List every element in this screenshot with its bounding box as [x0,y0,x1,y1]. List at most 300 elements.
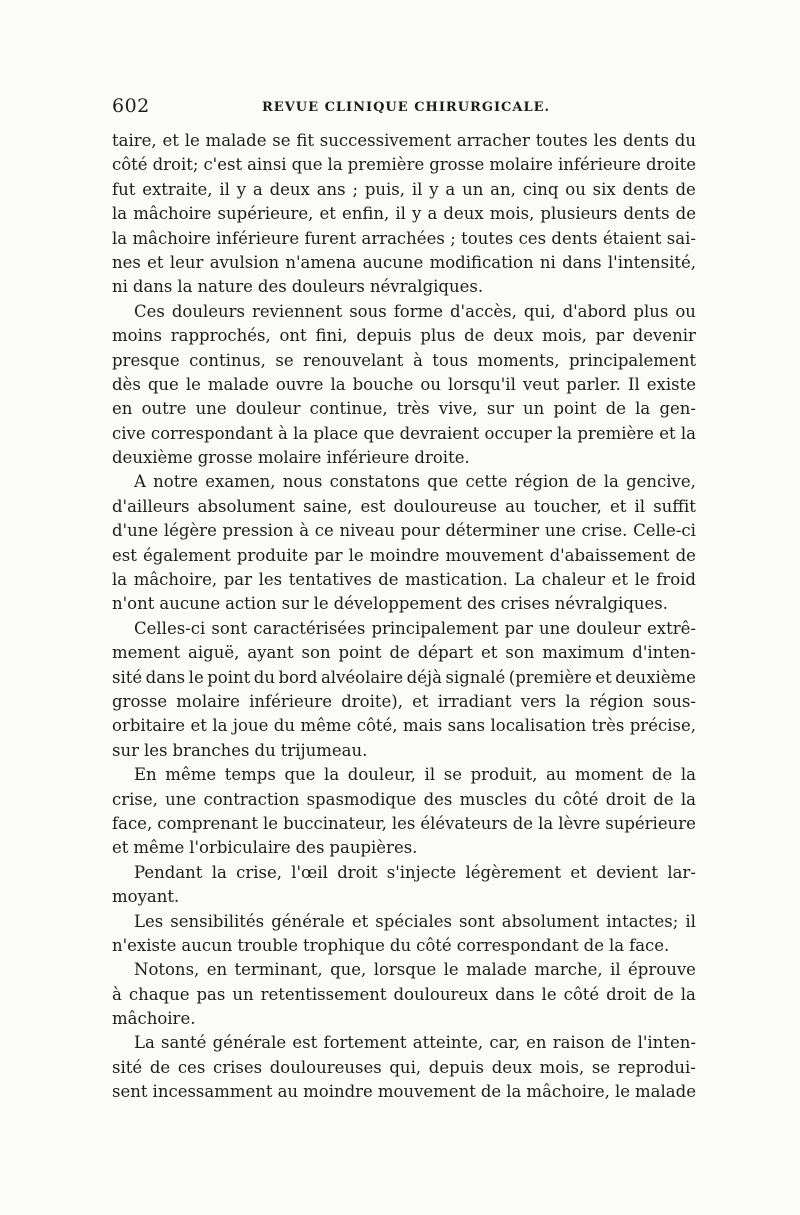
word: point [338,643,382,663]
paragraph [112,129,696,300]
word: au [545,765,567,785]
word: la [680,984,696,1004]
word: un [462,179,484,199]
word: trouble [237,935,299,955]
word: que [291,155,323,175]
text-line [112,324,696,348]
word: départ [417,643,474,663]
word: il [685,911,696,931]
word: sité [112,1057,143,1077]
word: à [112,984,122,1004]
word: inférieure [216,228,300,248]
word: Les [134,911,164,931]
word: et [595,667,612,687]
word: gen- [659,399,696,419]
text-line [112,227,696,251]
word: point [207,667,251,687]
word: région [514,472,569,492]
word: sur [486,399,514,419]
word: qui, [523,301,556,321]
word: les [258,570,283,590]
text-line [112,983,696,1007]
word: est [292,1033,318,1053]
word: pas [196,984,226,1004]
word: par [223,570,253,590]
word: ainsi [247,155,287,175]
word: la [293,423,309,443]
word: Celle-ci [633,521,696,541]
word: au [277,1082,299,1102]
word: continue, [309,399,388,419]
word: douloureuse [393,496,497,516]
word: douloureux [393,984,489,1004]
word: lèvre [558,813,601,833]
word: d'ailleurs [112,496,190,516]
word: droite), [341,691,403,711]
word: inférieure [326,448,410,468]
word: il [395,204,406,224]
word: le [184,131,200,150]
word: douleur [235,399,301,419]
word: fortement [323,1033,407,1053]
text-line [112,812,696,836]
word: point [553,399,597,419]
word: gencive, [626,472,696,492]
word: puis, [364,179,406,199]
text-line [112,544,696,568]
word: chaleur [541,570,606,590]
word: grosse [112,691,168,711]
word: La [134,1033,155,1053]
word: se [272,131,291,150]
word: et [412,691,429,711]
text-line [112,251,696,275]
word: est [112,545,137,565]
word: mastication. [405,570,508,590]
word: irradiant [437,691,512,711]
word: molaire [489,155,553,175]
word: vive, [438,399,478,419]
word: la [538,813,554,833]
word: le [634,570,650,590]
paragraph [112,617,696,763]
word: a [252,179,263,199]
word: l'intensité, [607,252,696,272]
word: névralgiques. [554,594,668,614]
text-line [112,1056,696,1080]
word: pression [222,521,294,541]
word: six [592,179,616,199]
word: moindre [369,545,440,565]
word: ; [450,228,456,248]
word: développement [333,594,462,614]
text-line [112,422,696,446]
word: dans [132,277,173,297]
word: correspondant [456,935,579,955]
word: branches [172,740,250,760]
word: moindre [303,1082,373,1102]
text-line [112,202,696,226]
word: plus [420,326,456,346]
word: (première [508,667,592,687]
word: côté [416,935,452,955]
word: reviennent [251,301,343,321]
word: inférieure [557,155,641,175]
word: mâchoire, [133,570,218,590]
word: droit [605,789,647,809]
word: la [557,423,573,443]
word: étaient [602,228,662,248]
word: côté [562,789,599,809]
paragraph [112,958,696,1031]
word: aucun [181,935,233,955]
word: mois, [542,326,587,346]
word: du [389,935,412,955]
word: la [506,1082,522,1102]
word: deuxième [615,667,696,687]
word: constatons [329,472,421,492]
word: car, [489,1033,520,1053]
word: droite [645,155,696,175]
word: mâchoire [133,204,212,224]
word: forme [393,301,444,321]
word: ans [316,179,346,199]
word: légèrement [465,862,562,882]
word: les [143,740,168,760]
word: incessamment [152,1082,273,1102]
word: deux [443,204,484,224]
word: et [147,252,164,272]
word: principalement [568,350,696,370]
word: douloureuses [269,1057,382,1077]
word: absolument [197,496,296,516]
word: qui, [389,1057,422,1077]
word: n'amena [285,252,357,272]
word: paupières. [329,838,418,858]
word: de [675,179,696,199]
word: veut [522,374,560,394]
word: la [330,374,346,394]
text-line [112,714,696,738]
word: d'abord [562,301,627,321]
word: toutes [535,131,588,150]
word: la [112,204,128,224]
word: et [659,423,676,443]
word: muscles [459,789,528,809]
word: la [680,789,696,809]
word: et [609,496,627,516]
word: son [505,643,535,663]
word: le [541,984,557,1004]
word: lorsque [373,960,437,980]
word: précise, [629,716,696,736]
text-line [112,300,696,324]
word: sensibilités [170,911,265,931]
word: cive [112,423,146,443]
word: crise. [581,521,628,541]
text-line [112,1080,696,1104]
word: dents [551,228,598,248]
word: douleurs [171,301,245,321]
word: crise, [112,789,158,809]
word: déjà [406,667,442,687]
word: an, [490,179,516,199]
word: depuis [356,326,412,346]
word: localisation [490,716,587,736]
text-line [112,885,696,909]
word: élévateurs [420,813,508,833]
word: l'inten- [637,1033,696,1053]
word: côté [112,155,148,175]
word: aucune [362,252,424,272]
word: mouvement [377,1082,476,1102]
word: moment [575,765,644,785]
word: se [591,1057,611,1077]
word: grosse [429,155,485,175]
word: et [190,716,207,736]
word: dents [622,179,669,199]
word: un [232,984,254,1004]
word: bouche [352,374,414,394]
word: suffit [653,496,696,516]
word: du [254,740,276,760]
word: cette [465,472,508,492]
word: supérieure [605,813,696,833]
word: droit [606,984,647,1004]
body-text [112,129,696,1105]
word: la [177,277,193,297]
word: mement [112,643,181,663]
word: mois, [539,1057,585,1077]
word: sité [112,667,143,687]
word: renouvelant [303,350,404,370]
text-line [112,934,696,958]
word: chaque [128,984,190,1004]
word: alvéolaire [320,667,404,687]
word: A [134,472,146,492]
word: place [313,423,359,443]
word: générale [271,911,345,931]
word: trijumeau. [280,740,368,760]
word: ni [112,277,128,297]
page-number: 602 [112,95,150,117]
word: de [378,570,399,590]
word: sur [281,594,309,614]
text-line [112,641,696,665]
word: occuper [484,423,552,443]
word: et [570,862,587,882]
word: à [412,350,423,370]
word: y [236,179,247,199]
word: face. [629,935,670,955]
word: nature [197,277,253,297]
word: sent [112,1082,148,1102]
word: leur [169,252,204,272]
paragraph [112,910,696,959]
word: de [675,204,696,224]
word: douleur, [347,765,416,785]
word: le [614,1082,630,1102]
paragraph [112,300,696,471]
word: la [211,862,227,882]
word: ayant [247,643,294,663]
word: générale [212,1033,287,1053]
word: il [610,960,621,980]
word: c'est [203,155,243,175]
word: trophique [303,935,385,955]
word: toutes [461,228,514,248]
word: que, [330,960,367,980]
word: aucune [159,594,221,614]
word: raison [552,1033,605,1053]
word: l'œil [291,862,328,882]
word: mâchoire [132,228,211,248]
word: il [219,179,230,199]
word: atteinte, [412,1033,484,1053]
word: nous [282,472,323,492]
word: sai- [666,228,696,248]
word: ces [518,228,547,248]
word: malade [466,960,528,980]
word: d'inten- [632,643,696,663]
word: pour [400,521,440,541]
word: le [348,545,364,565]
word: même [133,838,185,858]
text-line [112,446,696,470]
word: en [526,1033,547,1053]
word: droit; [152,155,199,175]
word: rapprochés, [170,326,271,346]
word: notre [153,472,199,492]
word: spasmodique [306,789,417,809]
word: action [225,594,277,614]
text-line [112,592,696,616]
word: fut [112,179,136,199]
word: deux [493,326,534,346]
word: à [278,423,288,443]
word: la [680,765,696,785]
text-line [112,617,696,641]
word: la [212,716,228,736]
word: devraient [399,423,480,443]
word: dents [623,204,670,224]
word: se [443,765,462,785]
word: également [142,545,231,565]
word: et [611,570,629,590]
book-page [112,95,696,1105]
word: Il [627,374,640,394]
word: malade [205,131,267,150]
word: ; [352,179,359,199]
word: des [423,789,453,809]
paragraph [112,763,696,861]
word: la [608,935,625,955]
word: intactes; [606,911,679,931]
word: et [481,643,498,663]
word: moins [112,326,162,346]
word: il [411,179,423,199]
word: correspondant [150,423,273,443]
word: une [195,399,227,419]
word: extrê- [647,618,696,638]
word: la [680,423,696,443]
word: la [565,691,581,711]
word: et [351,911,369,931]
text-line [112,1007,696,1031]
word: un [523,399,545,419]
word: vers [520,691,557,711]
word: les [391,813,416,833]
word: grosse [197,448,253,468]
word: sur [112,740,139,760]
word: n'existe [112,935,177,955]
word: produite [236,545,309,565]
word: sont [459,911,495,931]
text-line [112,1031,696,1055]
word: de [389,643,410,663]
word: toucher, [533,496,602,516]
word: dans [495,984,535,1004]
word: ont [279,326,307,346]
text-line [112,275,696,299]
word: deux [269,179,310,199]
word: côté, [356,716,398,736]
text-line [112,788,696,812]
text-line [112,763,696,787]
word: le [443,960,459,980]
word: ou [675,301,696,321]
word: il [424,765,436,785]
word: moments, [477,350,560,370]
word: En [134,765,157,785]
word: Celles-ci [134,618,206,638]
word: successivement [319,131,452,150]
text-line [112,178,696,202]
word: par [595,326,624,346]
word: ou [565,179,586,199]
text-line [112,397,696,421]
word: arracher [456,131,530,150]
word: névralgiques. [369,277,484,297]
word: les [593,131,618,150]
word: presque [112,350,180,370]
word: arrachées [361,228,445,248]
word: le [313,594,329,614]
paragraph [112,470,696,616]
word: éprouve [628,960,696,980]
word: supérieure, [217,204,314,224]
word: continus, [189,350,266,370]
text-line [112,373,696,397]
word: droit [337,862,378,882]
word: son [301,643,331,663]
word: saine, [303,496,353,516]
word: même [300,716,352,736]
word: Notons, [134,960,200,980]
word: d'une [112,521,159,541]
word: des [257,277,287,297]
paragraph [112,1031,696,1104]
word: mais [402,716,443,736]
text-line [112,495,696,519]
word: la [603,472,619,492]
word: absolument [501,911,600,931]
word: de [464,326,485,346]
word: examen, [205,472,276,492]
word: première [347,155,425,175]
word: parler. [566,374,621,394]
word: modification [429,252,534,272]
